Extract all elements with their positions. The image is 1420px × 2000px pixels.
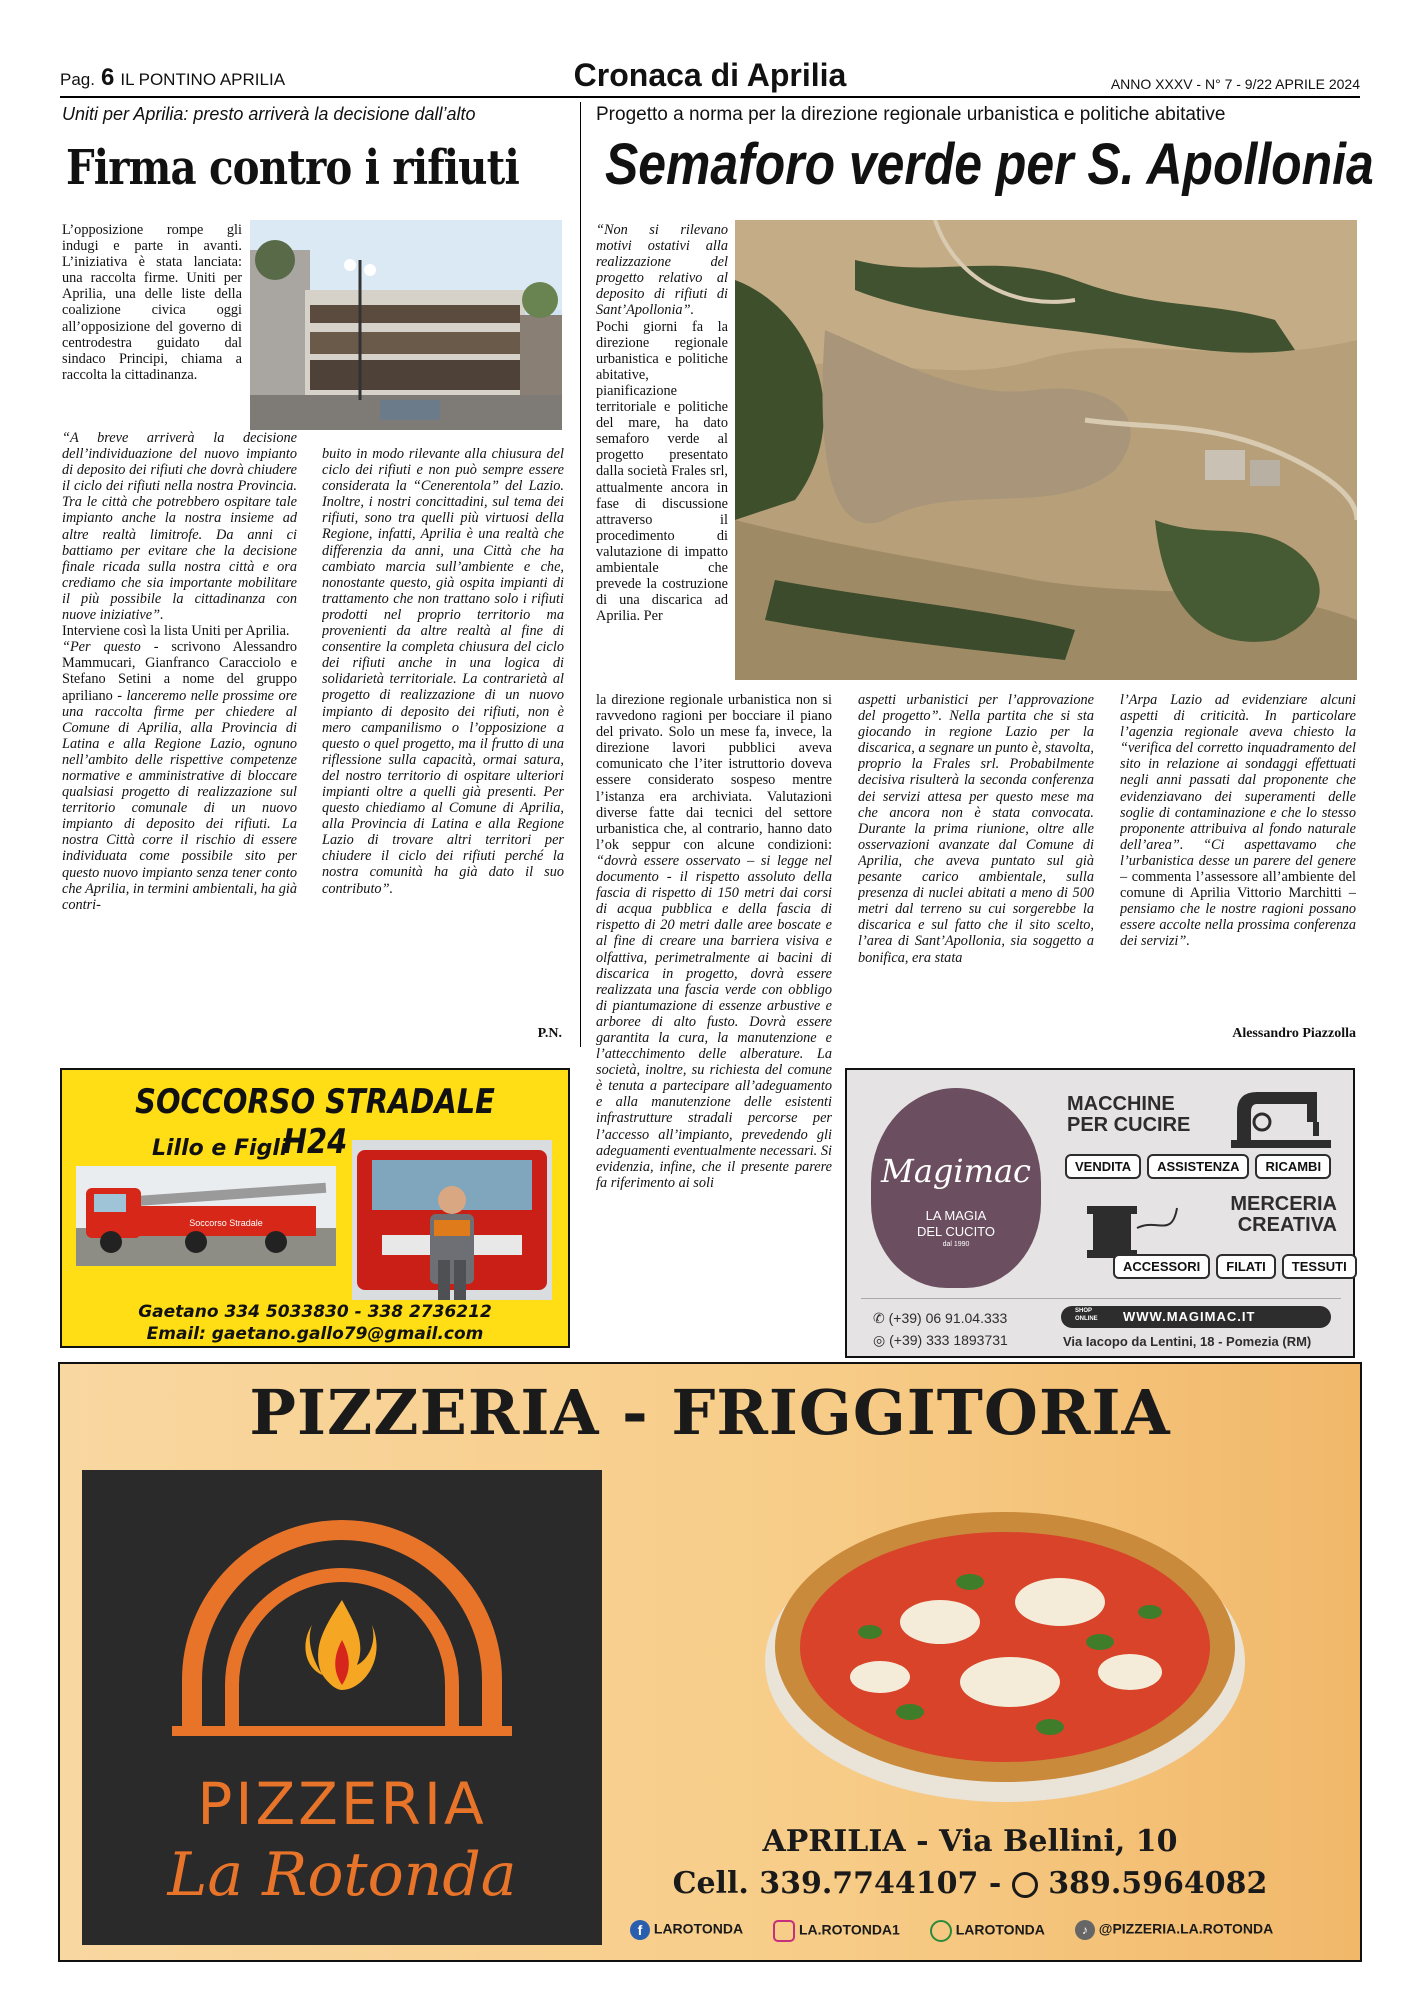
page-number: 6: [100, 64, 115, 91]
oven-icon: [152, 1490, 532, 1740]
left-kicker: Uniti per Aprilia: presto arriverà la decisione dall’alto: [62, 104, 476, 124]
mechanic-photo: [352, 1140, 552, 1300]
merceria-buttons: [1113, 1254, 1357, 1279]
ad-soccorso-stradale: [60, 1068, 570, 1348]
assistenza-button: ASSISTENZA: [1147, 1154, 1249, 1179]
building-photo: [250, 220, 562, 430]
issue-info: ANNO XXXV - N° 7 - 9/22 APRILE 2024: [1110, 76, 1360, 92]
magimac-logo-badge: [871, 1088, 1041, 1288]
right-headline: Semaforo verde per S. Apollonia: [605, 132, 1374, 197]
ad-magimac: [845, 1068, 1355, 1358]
right-col3-body: l’Arpa Lazio ad evidenziare alcuni aspetti di criticità. In particolare l’agenzia regionale aveva chiesto la “verifica del corretto inquadramento del sito in relazione ai sondaggi effettuati negli anni passati dal proponente che evidenziavano dei superamenti delle soglie di contaminazione e che lo stesso proponente attribuiva al fondo naturale dell’area”. “Ci aspettavamo che l’urbanistica desse un parere del genere – commenta l’assessore all’ambiente del comune di Aprilia Vittorio Marchitti – pensiamo che le nostre ragioni possano essere accolte nella prossima conferenza dei servizi”.: [1120, 692, 1356, 950]
right-signature: Alessandro Piazzolla: [1232, 1026, 1356, 1041]
soccorso-email: Email: gaetano.gallo79@gmail.com: [146, 1324, 484, 1344]
social-instagram: LA.ROTONDA1: [773, 1920, 900, 1942]
magimac-website: WWW.MAGIMAC.IT: [1123, 1309, 1256, 1324]
pizzeria-logo-box: [82, 1470, 602, 1945]
phone-icon: ✆: [873, 1310, 885, 1326]
pizzeria-socials: [630, 1920, 1273, 1942]
logo-line2: La Rotonda: [167, 1840, 517, 1910]
magimac-phone2: ◎ (+39) 333 1893731: [873, 1332, 1008, 1348]
tessuti-button: TESSUTI: [1282, 1254, 1357, 1279]
sewing-machine-icon: [1227, 1082, 1337, 1152]
social-whatsapp: LAROTONDA: [930, 1920, 1045, 1942]
header-rule: [60, 96, 1360, 98]
soccorso-phones: Gaetano 334 5033830 - 338 2736212: [138, 1302, 492, 1322]
whatsapp-icon: ◎: [873, 1332, 886, 1348]
magimac-divider: [861, 1298, 1341, 1299]
whatsapp-icon: [1012, 1872, 1038, 1898]
tiktok-icon: ♪: [1075, 1920, 1095, 1940]
merceria-title: MERCERIA CREATIVA: [1230, 1193, 1337, 1236]
soccorso-subtitle: Lillo e Figli: [152, 1136, 288, 1161]
left-signature: P.N.: [537, 1026, 562, 1041]
soccorso-title: SOCCORSO STRADALE H24: [135, 1082, 495, 1162]
ricambi-button: RICAMBI: [1255, 1154, 1331, 1179]
magimac-tagline1: LA MAGIA: [925, 1208, 987, 1223]
pizzeria-phones: Cell. 339.7744107 - 389.5964082: [672, 1866, 1268, 1901]
page-header: [60, 58, 1360, 96]
magimac-website-bar: [1061, 1306, 1331, 1328]
publication-name: IL PONTINO APRILIA: [120, 70, 286, 89]
filati-button: FILATI: [1216, 1254, 1275, 1279]
magimac-since: dal 1990: [942, 1241, 970, 1248]
magimac-tagline2: DEL CUCITO: [916, 1224, 995, 1239]
machines-buttons: [1065, 1154, 1331, 1179]
magimac-address: Via Iacopo da Lentini, 18 - Pomezia (RM): [1063, 1334, 1312, 1349]
aerial-photo: [735, 220, 1357, 680]
accessori-button: ACCESSORI: [1113, 1254, 1210, 1279]
logo-line1: PIZZERIA: [197, 1770, 487, 1838]
right-col2-body: aspetti urbanistici per l’approvazione del progetto”. Nella partita che si sta giocando in regione Lazio per la discarica, a segnare un punto è, stavolta, proprio la Frales srl. Probabilmente decisiva risulterà la seconda conferenza dei servizi attesa per questo mese ma che ancora non è stata convocata. Durante la prima riunione, oltre alle osservazioni avanzate dal Comune di Aprilia, che aveva puntato sul già pesante carico ambientale, sulla presenza di nuclei abitati a meno di 500 metri dal terreno su cui sorgerebbe la discarica e sul fatto che il sito scelto, l’area di Sant’Apollonia, sia soggetto a bonifica, era stata: [858, 692, 1094, 966]
tow-truck-icon: [76, 1166, 336, 1266]
social-tiktok: ♪ @PIZZERIA.LA.ROTONDA: [1075, 1920, 1273, 1942]
page-label: Pag. 6 IL PONTINO APRILIA: [60, 64, 286, 91]
right-kicker: Progetto a norma per la direzione regionale urbanistica e politiche abitative: [596, 104, 1226, 125]
right-col1-intro: “Non si rilevano motivi ostativi alla realizzazione del progetto relativo al deposito di rifiuti di Sant’Apollonia”. Pochi giorni fa la direzione regionale urbanistica e politiche abitative, pianificazione territoriale e politiche del mare, ha dato semaforo verde al progetto presentato dalla società Frales srl, attualmente ancora in fase di discussione attraverso il procedimento di valutazione di impatto ambientale che prevede la costruzione di una discarica ad Aprilia. Per: [596, 222, 728, 625]
machines-title: MACCHINE PER CUCIRE: [1067, 1093, 1191, 1136]
pizza-photo: [760, 1482, 1250, 1812]
left-col1-intro: L’opposizione rompe gli indugi e parte in avanti. L’iniziativa è stata lanciata: una raccolta firme. Uniti per Aprilia, una delle liste della coalizione civica oggi all’opposizione del governo di centrodestra guidato dal sindaco Principi, chiama a raccolta la cittadinanza.: [62, 222, 242, 383]
left-headline: Firma contro i rifiuti: [66, 140, 519, 196]
pizzeria-address: APRILIA - Via Bellini, 10: [762, 1824, 1178, 1859]
left-col1-body: “A breve arriverà la decisione dell’individuazione del nuovo impianto di deposito dei rifiuti che dovrà chiudere il ciclo dei rifiuti nella nostra Provincia. Tra le città che potrebbero ospitare tale impianto anche la nostra insieme ad altre realtà limitrofe. Da anni ci battiamo per evitare che la decisione finale ricada sulla nostra città e ora crediamo che sia importante mobilitare il più possibile la cittadinanza con nuove iniziative”. Interviene così la lista Uniti per Aprilia. “Per questo - scrivono Alessandro Mammucari, Gianfranco Caracciolo e Stefano Setini a nome del gruppo apriliano - lanceremo nelle prossime ore una raccolta firme per chiedere al Comune di Aprilia, alla Provincia di Latina e alla Regione Lazio, ognuno nell’ambito delle rispettive competenze normative e amministrative di bloccare qualsiasi progetto di realizzazione sul territorio comunale di un nuovo impianto di deposito dei rifiuti. La nostra Città corre il rischio di essere individuata come possibile sito per questo nuovo impianto senza tener conto che Aprilia, in termini ambientali, ha già contri-: [62, 430, 297, 913]
pizzeria-title: PIZZERIA - FRIGGITORIA: [249, 1376, 1171, 1449]
left-col2-body: buito in modo rilevante alla chiusura del ciclo dei rifiuti e non può sempre essere considerata la “Cenerentola” del Lazio. Inoltre, i nostri concittadini, sul tema dei rifiuti, sono tra quelli più virtuosi della Regione, infatti, Aprilia è una realtà che differenzia da anni, una Città che ha cambiato marcia sull’ambiente e che, nonostante questo, già ospita impianti di trattamento che non trattano solo i rifiuti prodotti nel proprio territorio ma provenienti da altre realtà al fine di consentire la completa chiusura del ciclo dei rifiuti anche in una logica di solidarietà territoriale. La contrarietà al progetto di realizzazione di un nuovo impianto di deposito dei rifiuti, non è mero campanilismo o l’opposizione a questo o quel progetto, ma il frutto di una riflessione sulla capacità, ormai satura, del nostro territorio di ospitare ulteriori impianti oltre a quelli già presenti. Per questo chiediamo al Comune di Aprilia, alla Provincia di Latina e alla Regione Lazio di trovare altri territori per chiudere il ciclo dei rifiuti perché la nostra comunità ha già dato il suo contributo”.: [322, 446, 564, 897]
magimac-phone1: ✆ (+39) 06 91.04.333: [873, 1310, 1008, 1326]
instagram-icon: [773, 1920, 795, 1942]
facebook-icon: f: [630, 1920, 650, 1940]
vendita-button: VENDITA: [1065, 1154, 1141, 1179]
shop-online-label: SHOP ONLINE: [1075, 1308, 1098, 1322]
magimac-logo: Magimac: [881, 1152, 1031, 1190]
truck-label: Soccorso Stradale: [189, 1218, 263, 1228]
column-divider: [580, 102, 581, 1047]
whatsapp-icon: [930, 1920, 952, 1942]
social-facebook: f LAROTONDA: [630, 1920, 743, 1942]
section-title: Cronaca di Aprilia: [573, 57, 847, 93]
right-col1-body: la direzione regionale urbanistica non si ravvedono ragioni per bocciare il piano del privato. Solo un mese fa, invece, la direzione lavori pubblici aveva comunicato che l’iter istruttorio doveva essere considerato sospeso mentre l’istanza era archiviata. Valutazioni diverse fatte dai tecnici del settore urbanistica che, al contrario, hanno dato l’ok seppur con alcune condizioni: “dovrà essere osservato – si legge nel documento - il rispetto assoluto della fascia di rispetto di 150 metri dai corsi di acqua pubblica e della fascia di rispetto di 20 metri dalle aree boscate e al fine di creare una barriera visiva e olfattiva, perimetralmente ai bacini di discarica in progetto, dovrà essere realizzata una fascia verde con obbligo di piantumazione di essenze arbustive e arboree di alto fusto. Dovrà essere garantita la cura, la manutenzione e l’attecchimento delle alberature. La società, inoltre, su richiesta del comune è tenuta a partecipare all’adeguamento e alla manutenzione delle esistenti infrastrutture stradali percorse per l’accesso all’impianto, prevedendo gli adeguamenti eventualmente necessari. Si evidenzia, infine, che il presente parere fa riferimento ai soli: [596, 692, 832, 1191]
ad-pizzeria: [58, 1362, 1362, 1962]
